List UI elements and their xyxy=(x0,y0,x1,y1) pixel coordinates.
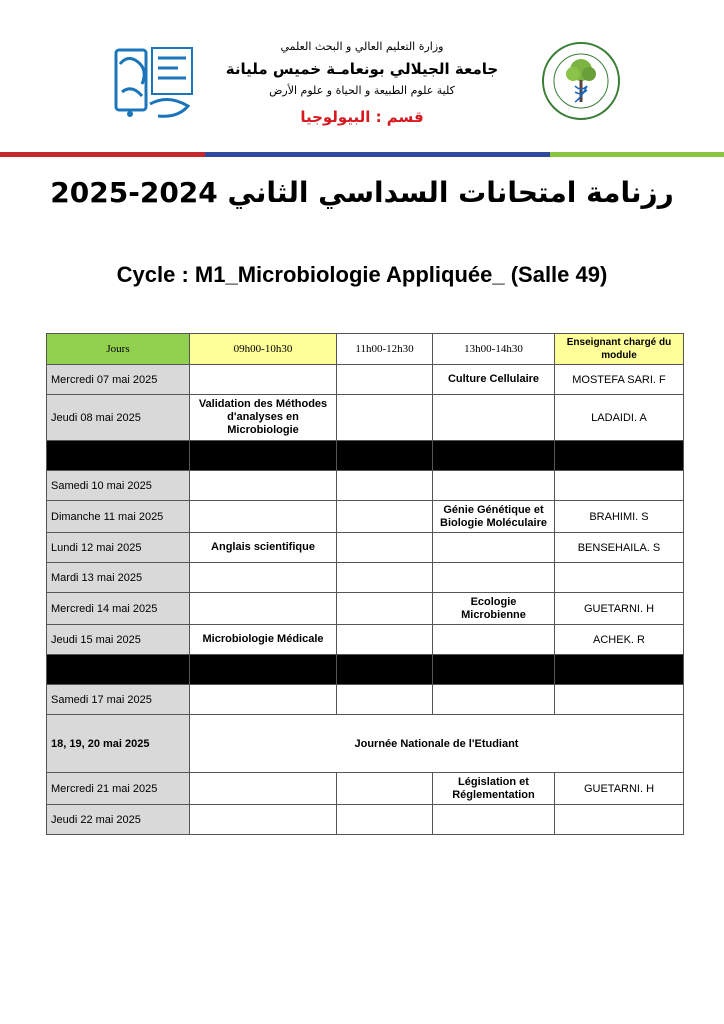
slot-3-cell xyxy=(433,805,555,835)
day-cell: Dimanche 11 mai 2025 xyxy=(47,501,190,533)
table-row xyxy=(47,773,684,805)
separator-row xyxy=(47,655,684,685)
slot-2-cell xyxy=(337,685,433,715)
header-jours: Jours xyxy=(47,334,190,365)
faculty-name: كلية علوم الطبيعة و الحياة و علوم الأرض xyxy=(269,84,455,97)
header-slot-2: 11h00-12h30 xyxy=(337,334,433,365)
table-row xyxy=(47,685,684,715)
slot-3-cell: Culture Cellulaire xyxy=(433,365,555,395)
day-cell: Jeudi 15 mai 2025 xyxy=(47,625,190,655)
day-cell: Jeudi 08 mai 2025 xyxy=(47,395,190,441)
slot-3-cell xyxy=(433,471,555,501)
header-slot-1: 09h00-10h30 xyxy=(190,334,337,365)
day-cell: Mercredi 14 mai 2025 xyxy=(47,593,190,625)
header-slot-3: 13h00-14h30 xyxy=(433,334,555,365)
table-row xyxy=(47,501,684,533)
header-enseignant: Enseignant chargé du module xyxy=(555,334,684,365)
slot-2-cell xyxy=(337,533,433,563)
table-row xyxy=(47,593,684,625)
day-cell: Samedi 17 mai 2025 xyxy=(47,685,190,715)
slot-2-cell xyxy=(337,805,433,835)
slot-2-cell xyxy=(337,625,433,655)
cycle-title: Cycle : M1_Microbiologie Appliquée_ (Salle 49) xyxy=(116,262,608,287)
separator-row xyxy=(47,441,684,471)
table-row xyxy=(47,625,684,655)
university-name: جامعة الجيلالي بونعامـة خميس مليانة xyxy=(225,60,499,78)
slot-3-cell xyxy=(433,563,555,593)
slot-1-cell xyxy=(190,471,337,501)
slot-2-cell xyxy=(337,365,433,395)
slot-3-cell xyxy=(433,625,555,655)
day-cell: Mercredi 21 mai 2025 xyxy=(47,773,190,805)
page-title: رزنامة امتحانات السداسي الثاني 2024-2025 xyxy=(50,176,674,209)
teacher-cell: BRAHIMI. S xyxy=(555,501,684,533)
slot-2-cell xyxy=(337,501,433,533)
document-header xyxy=(0,0,724,160)
teacher-cell xyxy=(555,471,684,501)
day-cell: Jeudi 22 mai 2025 xyxy=(47,805,190,835)
slot-3-cell: Législation et Réglementation xyxy=(433,773,555,805)
slot-1-cell: Anglais scientifique xyxy=(190,533,337,563)
table-row xyxy=(47,365,684,395)
slot-1-cell xyxy=(190,805,337,835)
slot-3-cell xyxy=(433,533,555,563)
teacher-cell: GUETARNI. H xyxy=(555,593,684,625)
header-band-green xyxy=(550,152,724,157)
exam-schedule-table xyxy=(46,333,684,835)
slot-1-cell: Validation des Méthodes d'analyses en Microbiologie xyxy=(190,395,337,441)
slot-3-cell xyxy=(433,685,555,715)
day-cell: Lundi 12 mai 2025 xyxy=(47,533,190,563)
day-cell: Mercredi 07 mai 2025 xyxy=(47,365,190,395)
teacher-cell xyxy=(555,805,684,835)
header-band-blue xyxy=(205,152,550,157)
slot-2-cell xyxy=(337,471,433,501)
table-row xyxy=(47,395,684,441)
header-band-red xyxy=(0,152,205,157)
slot-1-cell xyxy=(190,685,337,715)
teacher-cell xyxy=(555,685,684,715)
slot-1-cell xyxy=(190,563,337,593)
slot-1-cell xyxy=(190,593,337,625)
table-header-row xyxy=(47,334,684,365)
slot-2-cell xyxy=(337,563,433,593)
teacher-cell: LADAIDI. A xyxy=(555,395,684,441)
department-name: قسم : البيولوجيا xyxy=(300,108,424,126)
ministry-name: وزارة التعليم العالي و البحث العلمي xyxy=(280,40,444,53)
faculty-logo xyxy=(540,40,622,122)
teacher-cell xyxy=(555,563,684,593)
slot-3-cell xyxy=(433,395,555,441)
day-cell: 18, 19, 20 mai 2025 xyxy=(47,715,190,773)
table-row xyxy=(47,715,684,773)
slot-3-cell: Ecologie Microbienne xyxy=(433,593,555,625)
teacher-cell: MOSTEFA SARI. F xyxy=(555,365,684,395)
day-cell: Mardi 13 mai 2025 xyxy=(47,563,190,593)
teacher-cell: ACHEK. R xyxy=(555,625,684,655)
table-row xyxy=(47,471,684,501)
slot-2-cell xyxy=(337,773,433,805)
slot-1-cell: Microbiologie Médicale xyxy=(190,625,337,655)
table-row xyxy=(47,805,684,835)
slot-1-cell xyxy=(190,773,337,805)
slot-1-cell xyxy=(190,365,337,395)
teacher-cell: BENSEHAILA. S xyxy=(555,533,684,563)
table-row xyxy=(47,533,684,563)
teacher-cell: GUETARNI. H xyxy=(555,773,684,805)
national-day-cell: Journée Nationale de l'Etudiant xyxy=(190,715,684,773)
slot-2-cell xyxy=(337,395,433,441)
slot-2-cell xyxy=(337,593,433,625)
table-row xyxy=(47,563,684,593)
day-cell: Samedi 10 mai 2025 xyxy=(47,471,190,501)
slot-1-cell xyxy=(190,501,337,533)
slot-3-cell: Génie Génétique et Biologie Moléculaire xyxy=(433,501,555,533)
